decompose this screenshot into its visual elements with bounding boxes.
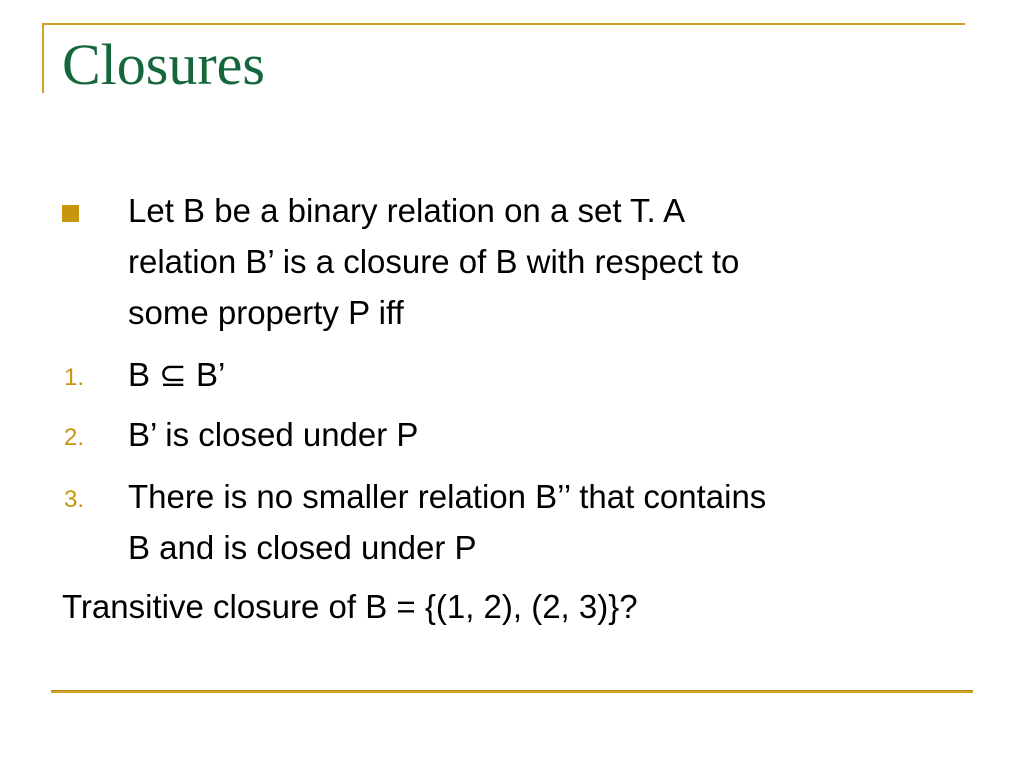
title-side-rule [42,23,44,93]
numbered-item-3 [62,471,992,573]
top-rule [42,23,965,25]
numbered-item-body [128,409,992,460]
bottom-rule [51,690,973,693]
bullet-text-line: Let B be a binary relation on a set T. A [128,192,686,229]
closing-statement [62,581,992,632]
numbered-item-text-line: B ⊆ B’ [128,356,226,393]
list-number: 3. [64,486,85,513]
list-number: 1. [64,364,85,391]
numbered-item-1 [62,349,992,400]
numbered-item-body [128,471,992,573]
numbered-item-text-line: B and is closed under P [128,529,477,566]
bullet-paragraph [62,185,992,338]
numbered-item-body [128,349,992,400]
bullet-text-line: some property P iff [128,294,404,331]
numbered-item-text-line: There is no smaller relation B’’ that contains [128,478,767,515]
list-number: 2. [64,424,85,451]
closing-statement-text: Transitive closure of B = {(1, 2), (2, 3)}? [62,588,638,625]
square-bullet-icon [62,205,79,222]
bullet-paragraph-body [128,185,992,338]
page-title: Closures [62,32,265,97]
numbered-item-2 [62,409,992,460]
bullet-text-line: relation B’ is a closure of B with respect to [128,243,740,280]
numbered-item-text-line: B’ is closed under P [128,416,419,453]
